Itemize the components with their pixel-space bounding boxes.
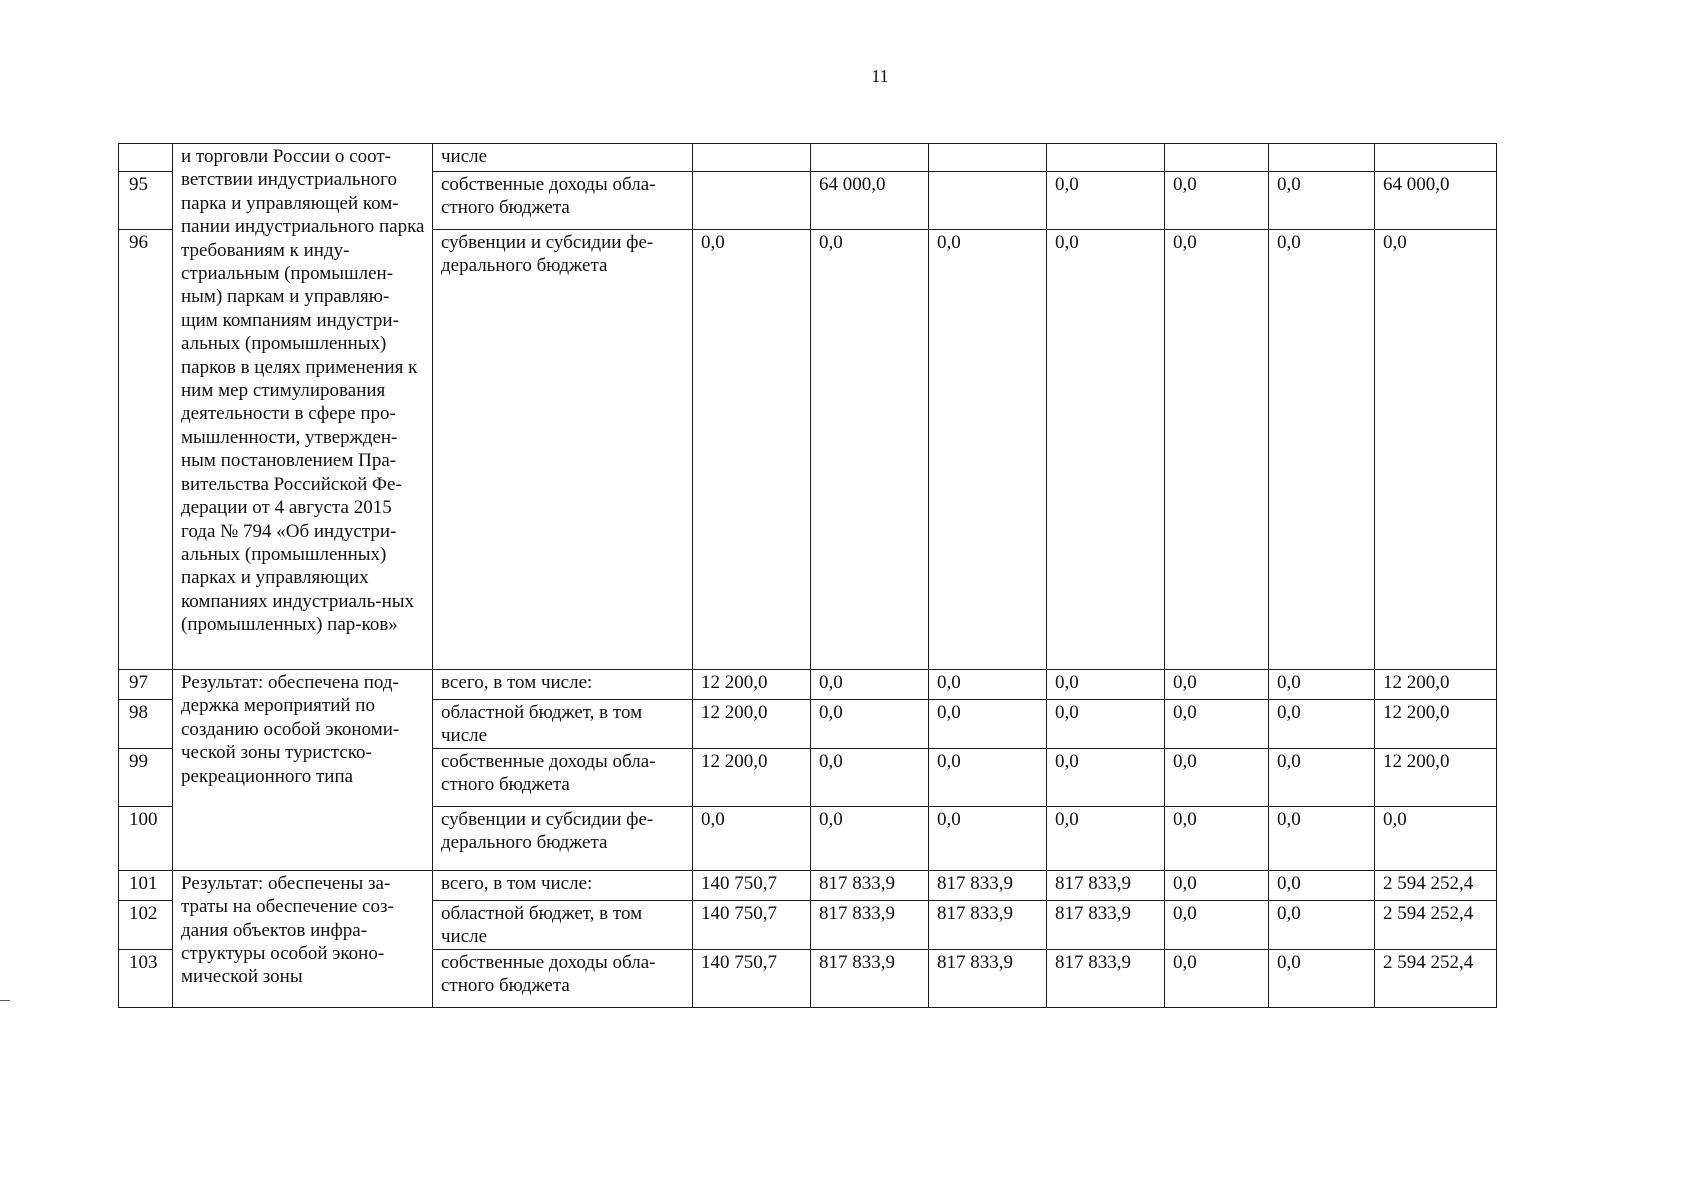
row-number: 98 [119,700,173,749]
amount-cell: 0,0 [1269,700,1375,749]
amount-cell: 817 833,9 [811,870,929,900]
funding-source: собственные доходы обла-стного бюджета [433,949,693,1007]
funding-source: субвенции и субсидии фе-дерального бюджета [433,230,693,670]
amount-cell: 817 833,9 [811,949,929,1007]
amount-cell: 0,0 [1269,748,1375,806]
amount-cell: 0,0 [811,230,929,670]
amount-cell: 0,0 [1047,172,1165,230]
amount-cell: 817 833,9 [1047,949,1165,1007]
amount-cell: 12 200,0 [693,700,811,749]
amount-cell: 0,0 [811,700,929,749]
amount-cell: 12 200,0 [693,670,811,700]
funding-source: всего, в том числе: [433,670,693,700]
amount-cell: 0,0 [1269,172,1375,230]
row-number: 101 [119,870,173,900]
amount-cell: 0,0 [1047,230,1165,670]
amount-cell: 817 833,9 [1047,900,1165,949]
row-number: 100 [119,806,173,870]
amount-cell: 0,0 [1165,900,1269,949]
amount-cell [693,144,811,172]
amount-cell [1165,144,1269,172]
page-number: 11 [871,66,889,86]
amount-cell: 140 750,7 [693,949,811,1007]
amount-cell: 0,0 [693,806,811,870]
amount-cell: 140 750,7 [693,900,811,949]
amount-cell: 0,0 [1165,230,1269,670]
budget-table [118,143,1497,1008]
amount-cell: 0,0 [1165,806,1269,870]
amount-cell [811,144,929,172]
amount-cell: 0,0 [1165,870,1269,900]
amount-cell: 2 594 252,4 [1375,949,1497,1007]
amount-cell: 0,0 [811,670,929,700]
amount-cell: 0,0 [1269,870,1375,900]
amount-cell: 0,0 [811,806,929,870]
table-row [119,870,1497,900]
amount-cell: 817 833,9 [929,949,1047,1007]
amount-cell: 0,0 [1375,230,1497,670]
amount-cell: 0,0 [1165,748,1269,806]
amount-cell: 12 200,0 [1375,700,1497,749]
amount-cell [1047,144,1165,172]
amount-cell: 0,0 [1047,670,1165,700]
funding-source: областной бюджет, в том числе [433,900,693,949]
amount-cell: 0,0 [1269,806,1375,870]
amount-cell: 817 833,9 [811,900,929,949]
amount-cell [929,172,1047,230]
amount-cell: 0,0 [1047,748,1165,806]
margin-mark [0,1000,10,1001]
amount-cell: 2 594 252,4 [1375,870,1497,900]
table-row [119,670,1497,700]
amount-cell: 0,0 [929,700,1047,749]
amount-cell: 12 200,0 [693,748,811,806]
amount-cell: 0,0 [1165,670,1269,700]
row-number: 99 [119,748,173,806]
row-number: 96 [119,230,173,670]
result-description: и торговли России о соот-ветствии индустриального парка и управляющей ком-пании индустриального парка требованиям к инду-стриальным (промышлен-ным) паркам и управляю-щим компаниям индустри-альных (промышленных) парков в целях применения к ним мер стимулирования деятельности в сфере про-мышленности, утвержден-ным постановлением Пра-вительства Российской Фе-дерации от 4 августа 2015 года № 794 «Об индустри-альных (промышленных) парках и управляющих компаниях индустриаль-ных (промышленных) пар-ков» [173,144,433,670]
amount-cell: 0,0 [1047,806,1165,870]
amount-cell: 0,0 [929,230,1047,670]
funding-source: субвенции и субсидии фе-дерального бюджета [433,806,693,870]
amount-cell: 0,0 [1269,230,1375,670]
amount-cell: 12 200,0 [1375,748,1497,806]
row-number: 102 [119,900,173,949]
row-number: 97 [119,670,173,700]
amount-cell: 0,0 [693,230,811,670]
amount-cell: 0,0 [1165,172,1269,230]
amount-cell: 817 833,9 [1047,870,1165,900]
amount-cell: 64 000,0 [1375,172,1497,230]
amount-cell [693,172,811,230]
row-number [119,144,173,172]
amount-cell: 0,0 [1047,700,1165,749]
amount-cell [1269,144,1375,172]
funding-source: собственные доходы обла-стного бюджета [433,748,693,806]
table-body [119,144,1497,1008]
amount-cell: 817 833,9 [929,870,1047,900]
amount-cell: 0,0 [1269,949,1375,1007]
funding-source: всего, в том числе: [433,870,693,900]
amount-cell: 2 594 252,4 [1375,900,1497,949]
result-description: Результат: обеспечены за-траты на обеспечение соз-дания объектов инфра-структуры особой эконо-мической зоны [173,870,433,1007]
funding-source: областной бюджет, в том числе [433,700,693,749]
amount-cell: 817 833,9 [929,900,1047,949]
amount-cell: 0,0 [1165,949,1269,1007]
table-row [119,144,1497,172]
amount-cell: 0,0 [929,670,1047,700]
amount-cell: 0,0 [1269,900,1375,949]
amount-cell: 0,0 [1375,806,1497,870]
amount-cell [1375,144,1497,172]
amount-cell: 0,0 [1165,700,1269,749]
amount-cell [929,144,1047,172]
row-number: 95 [119,172,173,230]
amount-cell: 64 000,0 [811,172,929,230]
funding-source: числе [433,144,693,172]
amount-cell: 12 200,0 [1375,670,1497,700]
amount-cell: 0,0 [1269,670,1375,700]
result-description: Результат: обеспечена под-держка мероприятий по созданию особой экономи-ческой зоны туристско-рекреационного типа [173,670,433,871]
amount-cell: 0,0 [929,748,1047,806]
amount-cell: 140 750,7 [693,870,811,900]
amount-cell: 0,0 [929,806,1047,870]
row-number: 103 [119,949,173,1007]
funding-source: собственные доходы обла-стного бюджета [433,172,693,230]
amount-cell: 0,0 [811,748,929,806]
